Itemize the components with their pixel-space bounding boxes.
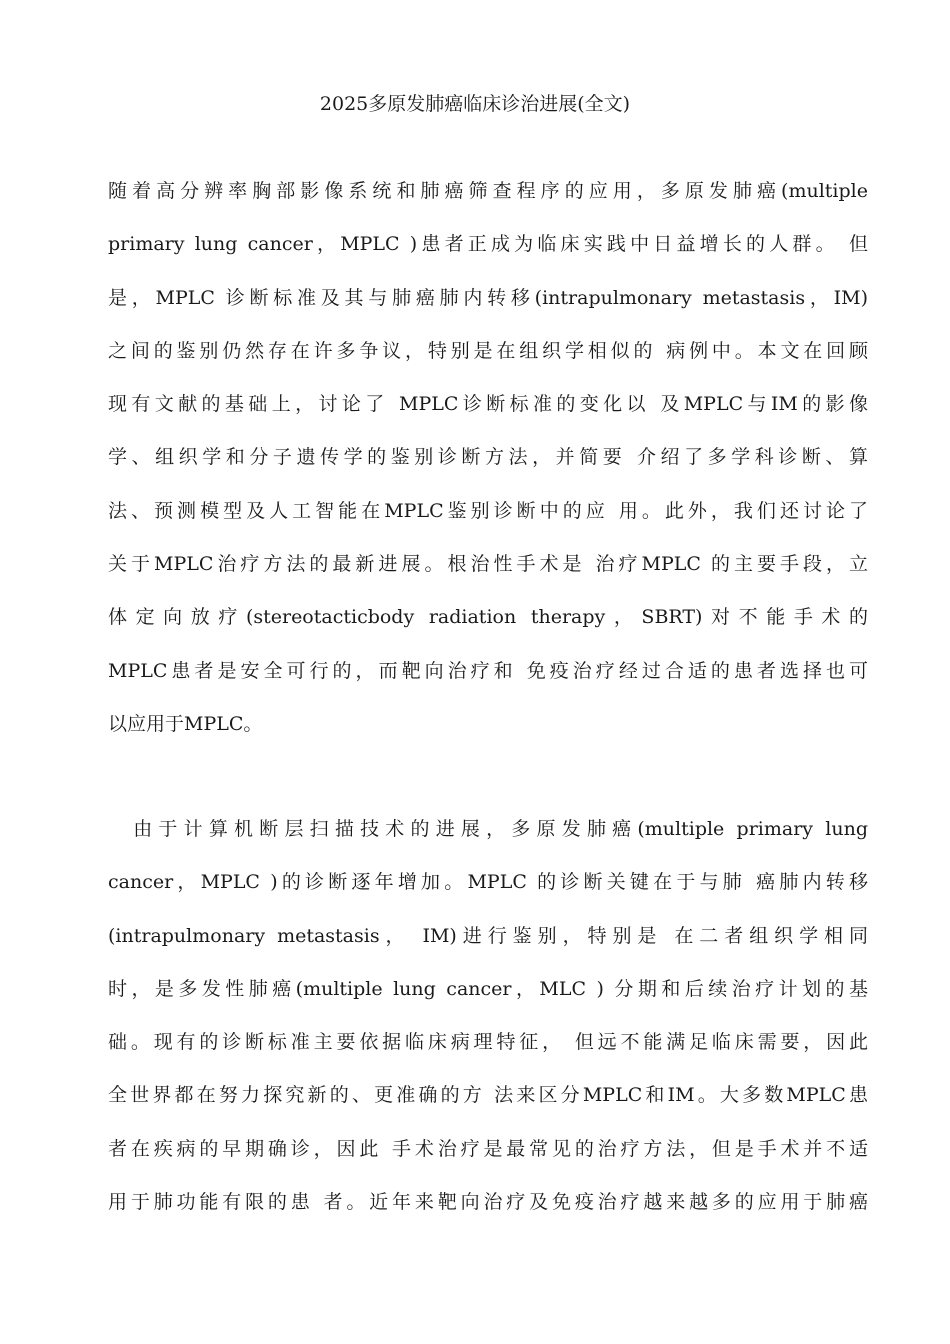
paragraph-line: 时，是多发性肺癌(multiple lung cancer，MLC ) 分期和后续治疗计划的基 [108,977,868,1000]
paragraph-line: 体定向放疗(stereotacticbody radiation therapy，SBRT)对不能手术的 [108,606,868,629]
paragraph-line: 以应用于MPLC。 [108,712,263,735]
paragraph-line: 础。现有的诊断标准主要依据临床病理特征， 但远不能满足临床需要，因此 [108,1031,868,1054]
paragraph-line: 用于肺功能有限的患 者。近年来靶向治疗及免疫治疗越来越多的应用于肺癌 [108,1191,868,1214]
paragraph-line: 者在疾病的早期确诊，因此 手术治疗是最常见的治疗方法，但是手术并不适 [108,1137,868,1160]
paragraph-line: primary lung cancer，MPLC )患者正成为临床实践中日益增长的人群。 但 [108,233,868,256]
paragraph-line: 之间的鉴别仍然存在许多争议，特别是在组织学相似的 病例中。本文在回顾 [108,339,868,362]
paragraph-line: 关于MPLC治疗方法的最新进展。根治性手术是 治疗MPLC 的主要手段，立 [108,553,868,576]
introduction-paragraph [108,815,868,1241]
paragraph-line: 是，MPLC 诊断标准及其与肺癌肺内转移(intrapulmonary metastasis，IM) [108,286,868,309]
paragraph-line: 随着高分辨率胸部影像系统和肺癌筛查程序的应用，多原发肺癌(multiple [108,180,868,202]
document-title: 2025多原发肺癌临床诊治进展(全文) [319,93,631,115]
paragraph-line: 由于计算机断层扫描技术的进展，多原发肺癌(multiple primary lung [108,818,868,840]
paragraph-line: MPLC患者是安全可行的，而靶向治疗和 免疫治疗经过合适的患者选择也可 [108,659,868,682]
paragraph-line: 学、组织学和分子遗传学的鉴别诊断方法，并简要 介绍了多学科诊断、算 [108,446,868,469]
paragraph-line: (intrapulmonary metastasis， IM)进行鉴别，特别是 在二者组织学相同 [108,924,868,947]
abstract-paragraph [108,177,868,763]
paragraph-line: 现有文献的基础上，讨论了 MPLC诊断标准的变化以 及MPLC与IM的影像 [108,393,868,416]
paragraph-line: cancer，MPLC )的诊断逐年增加。MPLC 的诊断关键在于与肺 癌肺内转移 [108,871,868,894]
paragraph-line: 全世界都在努力探究新的、更准确的方 法来区分MPLC和IM。大多数MPLC患 [108,1084,868,1107]
paragraph-line: 法、预测模型及人工智能在MPLC鉴别诊断中的应 用。此外，我们还讨论了 [108,499,868,522]
